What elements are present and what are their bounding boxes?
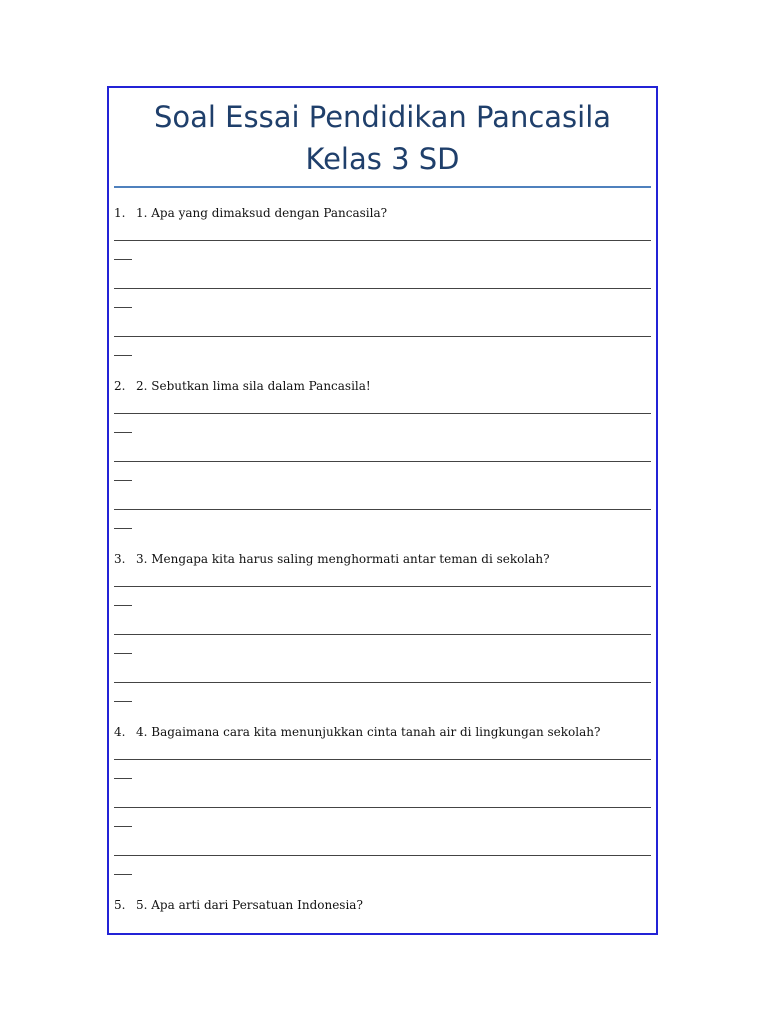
- question-number: 5.: [114, 898, 126, 912]
- worksheet-page: [107, 86, 658, 935]
- question-number: 1.: [114, 206, 126, 220]
- answer-line[interactable]: [114, 568, 651, 616]
- answer-line[interactable]: [114, 395, 651, 443]
- answer-line[interactable]: [114, 837, 651, 885]
- answer-line[interactable]: [114, 491, 651, 539]
- answer-line[interactable]: [114, 443, 651, 491]
- question-text: 2. Sebutkan lima sila dalam Pancasila!: [136, 379, 371, 393]
- answer-line[interactable]: [114, 270, 651, 318]
- question-number: 2.: [114, 379, 126, 393]
- question-text: 5. Apa arti dari Persatuan Indonesia?: [136, 898, 363, 912]
- question-text: 3. Mengapa kita harus saling menghormati antar teman di sekolah?: [136, 552, 550, 566]
- answer-line[interactable]: [114, 789, 651, 837]
- worksheet-title: [109, 96, 656, 180]
- question-text: 1. Apa yang dimaksud dengan Pancasila?: [136, 206, 388, 220]
- answer-line[interactable]: [114, 318, 651, 366]
- answer-line[interactable]: [114, 222, 651, 270]
- question-number: 4.: [114, 725, 126, 739]
- title-divider: [114, 186, 651, 188]
- title-line-2: Kelas 3 SD: [305, 142, 460, 176]
- question-text: 4. Bagaimana cara kita menunjukkan cinta tanah air di lingkungan sekolah?: [136, 725, 601, 739]
- answer-line[interactable]: [114, 664, 651, 712]
- question-2: [114, 377, 651, 550]
- answer-line[interactable]: [114, 741, 651, 789]
- question-3: [114, 550, 651, 723]
- question-number: 3.: [114, 552, 126, 566]
- title-line-1: Soal Essai Pendidikan Pancasila: [153, 100, 612, 134]
- question-4: [114, 723, 651, 896]
- question-5: [114, 896, 651, 914]
- question-1: [114, 204, 651, 377]
- answer-line[interactable]: [114, 616, 651, 664]
- question-list: [114, 204, 651, 914]
